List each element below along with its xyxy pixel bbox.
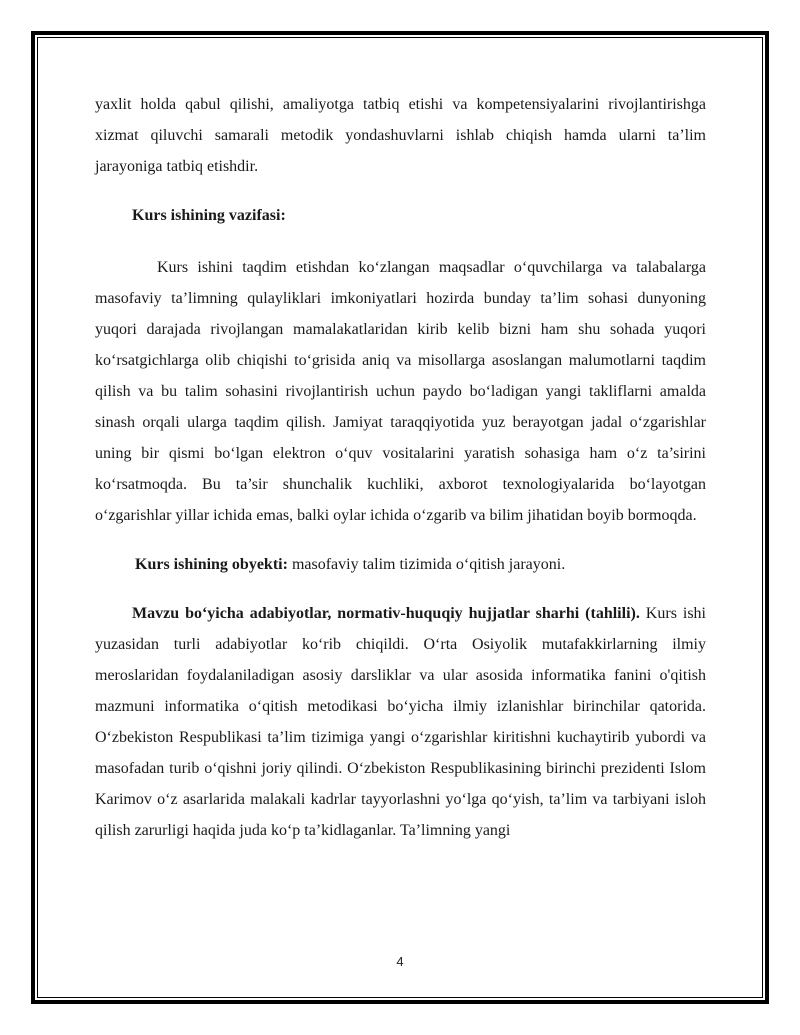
object-text: masofaviy talim tizimida oʻqitish jarayoni. (287, 556, 566, 573)
page-number: 4 (396, 954, 404, 969)
literature-text: Kurs ishi yuzasidan turli adabiyotlar koʻrib chiqildi. Oʻrta Osiyolik mutafakkirlarning ilmiy meroslaridan foydalaniladigan asosiy darsliklar va ular asosida informatika fanini o'qitish mazmuni informatika oʻqitish metodikasi boʻyicha ilmiy izlanishlar birinchilar qatorida. Oʻzbekiston Respublikasi ta’lim tizimiga yangi oʻzgarishlar kiritishni kuchaytirib yubordi va masofadan turib oʻqishni joriy qilindi. Oʻzbekiston Respublikasining birinchi prezidenti Islom Karimov oʻz asarlarida malakali kadrlar tayyorlashni yoʻlga qoʻyish, ta’lim va tarbiyani isloh qilish zarurligi haqida juda koʻp ta’kidlaganlar. Ta’limning yangi (95, 605, 706, 839)
literature-paragraph (95, 598, 706, 846)
literature-heading: Mavzu boʻyicha adabiyotlar, normativ-huquqiy hujjatlar sharhi (tahlili). (132, 605, 640, 622)
object-line (95, 549, 706, 580)
intro-continuation-paragraph: yaxlit holda qabul qilishi, amaliyotga tatbiq etishi va kompetensiyalarini rivojlantirishga xizmat qiluvchi samarali metodik yondashuvlarni ishlab chiqish hamda ularni ta’lim jarayoniga tatbiq etishdir. (95, 96, 706, 175)
document-body (95, 89, 706, 846)
object-label: Kurs ishining obyekti: (135, 556, 288, 573)
tasks-heading: Kurs ishining vazifasi: (132, 207, 286, 224)
tasks-paragraph: Kurs ishini taqdim etishdan koʻzlangan maqsadlar oʻquvchilarga va talabalarga masofaviy ta’limning qulayliklari imkoniyatlari hozirda bunday ta’lim sohasi dunyoning yuqori darajada rivojlangan mamalakatlaridan kirib kelib bizni ham shu sohada yuqori koʻrsatgichlarga olib chiqishi toʻgrisida aniq va misollarga asoslangan malumotlarni taqdim qilish va bu talim sohasini rivojlantirish uchun paydo boʻladigan yangi takliflarni amalda sinash orqali ularga taqdim qilish. Jamiyat taraqqiyotida yuz berayotgan jadal oʻzgarishlar uning bir qismi boʻlgan elektron oʻquv vositalarini yaratish sohasiga ham oʻz ta’sirini koʻrsatmoqda. Bu ta’sir shunchalik kuchliki, axborot texnologiyalarida boʻlayotgan oʻzgarishlar yillar ichida emas, balki oylar ichida oʻzgarib va bilim jihatidan boyib bormoqda. (95, 259, 706, 524)
